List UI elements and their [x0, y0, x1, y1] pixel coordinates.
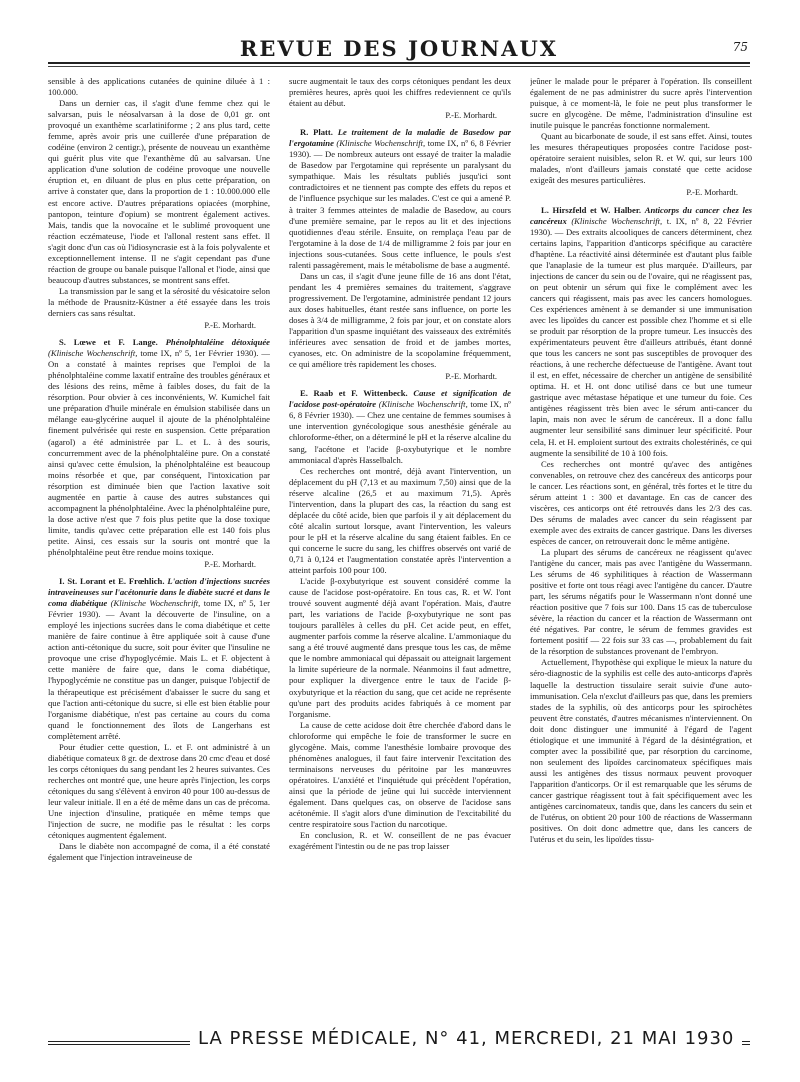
paragraph: jeûner le malade pour le préparer à l'opération. Ils conseillent également de ne pas administrer du sucre après l'intervention puisque, à ce moment-là, le foie ne peut plus transformer le sucre en glycogène. De même, l'administration d'insuline est inutile puisque le pancréas fonctionne normalement.	[530, 76, 752, 131]
article-authors: S. Lœwe et F. Lange.	[59, 337, 158, 348]
article-title: Cause et signification de l'acidose post-opératoire	[289, 388, 511, 410]
paragraph: Ces recherches ont montré, déjà avant l'intervention, un déplacement du pH (7,13 et au maximum 7,50) ainsi que de la réserve alcaline (26,5 et au maximum 71,5). Après l'intervention, dans la plupart des cas, la réaction du sang est déplacée du côté acide, bien que parfois il y ait déplacement du côté alcalin surtout lorsque, avant l'intervention, les valeurs pour le pH et la réserve alcaline du sang étaient faibles. En ce qui concerne le sucre du sang, les chiffres observés ont varié de 0,71 à 0,124 et l'augmentation constatée après l'intervention a atteint parfois 100 pour 100.	[289, 465, 511, 576]
paragraph: Quant au bicarbonate de soude, il est sans effet. Ainsi, toutes les mesures thérapeutiques proposées contre l'acidose post-opératoire seraient nuisibles, selon R. et W. qui, sur leurs 100 malades, n'ont d'ailleurs jamais constaté que cette acidose exigeât des mesures particulières.	[530, 131, 752, 186]
article-lorant-froehlich	[48, 576, 270, 863]
journal-name: (Klinische Wochenschrift,	[336, 138, 426, 149]
paragraph: Pour étudier cette question, L. et F. ont administré à un diabétique comateux 8 gr. de dextrose dans 20 cmc d'eau et dosé les corps cétoniques du sang pendant les 2 heures suivantes. Ces recherches ont montré que, une heure après l'injection, les corps cétoniques du sang s'élèvent à environ 40 pour 100 au-dessus de leur valeur initiale. Il en a été de même dans un cas de précoma. Une injection d'insuline, pratiquée en même temps que l'injection de sucre, ne modifie pas le résultat : les corps cétoniques augmentent également.	[48, 741, 270, 841]
article-hirszfeld-halber	[530, 205, 752, 846]
article-title: L'action d'injections sucrées intraveineuses sur l'acétonurie dans le diabète sucré et dans le coma diabétique	[48, 576, 270, 609]
column-right	[530, 76, 752, 1024]
paragraph: La transmission par le sang et la sérosité du vésicatoire selon la méthode de Prausnitz-Küstner a été essayée dans les trois derniers cas sans résultat.	[48, 285, 270, 318]
journal-name: (Klinische Wochenschrift,	[378, 399, 468, 410]
article-heading	[48, 337, 270, 558]
article-authors: I. St. Lorant et E. Frœhlich.	[59, 576, 165, 587]
page-number: 75	[732, 40, 748, 54]
journal-issue-line: LA PRESSE MÉDICALE, N° 41, MERCREDI, 21 MAI 1930	[190, 1028, 742, 1049]
article-body: t. IX, nº 8, 22 Février 1930). — Des extraits alcooliques de cancers déterminent, chez certains lapins, l'apparition d'anticorps spécifique au caractère d'haptène. La réactivité ainsi déterminée est d'autant plus faible que l'anaplasie de la tumeur est plus marquée. D'ailleurs, par injections de cancer du sein ou de l'ovaire, qui ne réagissent pas, on peut obtenir un sérum qui fixe le complément avec les cancers qui réagissent, mais pas avec les cancers homologues. Ces expériences amènent à se demander si une immunisation avec les lipoïdes du cancer est possible chez l'homme et si elle se produit par résorption de la propre tumeur. Les insuccès des expérimentateurs peuvent être d'ailleurs attribués, étant donné que tous les cancers ne sont pas susceptibles de provoquer des réactions, à une recherche défectueuse de l'antigène. Avant tout il est, en effet, nécessaire de chercher un antigène de sensibilité optima. H. et H. ont donc utilisé dans ce but une tumeur gastrique avec métastase hépatique et une tumeur du foie. Ces antigènes réagissent très bien avec le sérum anti-cancer du lapin, mais non avec le sérum de cancéreux. Il a donc fallu augmenter leur sensibilité sans diminuer leur spécificité. Pour cela, H. et H. emploient surtout des extraits cholestérinés, ce qui augmente la sensibilité de 10 à 100 fois.	[530, 215, 752, 458]
article-body: tome IX, nº 6, 8 Février 1930). — De nombreux auteurs ont essayé de traiter la maladie de Basedow par l'ergotamine qui représente un paralysant du sympathique. Mais les résultats publiés jusqu'ici sont contradictoires et ne tiennent pas compte des effets du repos et de l'influence psychique sur les malades. C'est ce qui a amené P. à traiter 3 femmes atteintes de maladie de Basedow, au cours d'une première semaine, par le repos au lit et des injections quotidiennes d'eau stérile. Ensuite, on remplaça l'eau par de l'ergotamine à la dose de 1/4 de milligramme 2 fois par jour en injections sous-cutanées. Sous cette influence, le pouls s'est ralenti passagèrement, mais le métabolisme de base a augmenté.	[289, 138, 511, 270]
paragraph: Dans le diabète non accompagné de coma, il a été constaté également que l'injection intraveineuse de	[48, 841, 270, 863]
paragraph: sensible à des applications cutanées de quinine diluée à 1 : 100.000.	[48, 76, 270, 98]
page-header	[48, 22, 750, 66]
paragraph: Ces recherches ont montré qu'avec des antigènes convenables, on retrouve chez des cancéreux des anticorps pour le cancer. Les réactions sont, en général, très fortes et le titre du sérum atteint 1 : 300 et davantage. En cas de cancer des viscères, ces anticorps ont été retrouvés dans les 2/3 des cas. Des sérums de malades avec cancer du sein réagissent par exemple avec des extraits de cancer gastrique. Dans les diverses espèces de cancer, on retrouverait donc le même antigène.	[530, 458, 752, 546]
author-signature: P.-E. Morhardt.	[204, 560, 256, 570]
header-rule-thin	[48, 66, 750, 67]
page-footer	[48, 1024, 750, 1060]
journal-name: (Klinische Wochenschrift,	[48, 348, 138, 359]
column-middle	[289, 76, 511, 1024]
author-signature: P.-E. Morhardt.	[686, 188, 738, 198]
article-title: Le traitement de la maladie de Basedow par l'ergotamine	[289, 127, 511, 149]
article-heading	[289, 127, 511, 271]
article-body: tome IX, nº 6, 8 Février 1930). — Chez une centaine de femmes soumises à une intervention gynécologique sous anesthésie générale au chloroforme-éther, on a déterminé le pH et la réserve alcaline du sang, l'acétone et l'acide β-oxybutyrique et le nombre ammoniacal d'après Hasselbalch.	[289, 399, 511, 465]
article-authors: E. Raab et F. Wittenbeck.	[300, 388, 408, 399]
author-signature: P.-E. Morhardt.	[445, 372, 497, 382]
paragraph: Actuellement, l'hypothèse qui explique le mieux la nature du séro-diagnostic de la syphilis est celle des auto-anticorps d'après laquelle la destruction tissulaire serait suivie d'une auto-immunisation. Cela n'exclut d'ailleurs pas que, dans les premiers stades de la syphilis, où des anticorps pour les spirochètes peuvent être constatés, d'autres mécanismes n'interviennent. On doit donc distinguer une immunité à l'égard de l'agent étiologique et une immunité à l'égard de la désintégration, et compter avec la possibilité que, par résorption du carcinome, non seulement des lipoïdes carcinomateux spécifiques mais aussi les antigènes des tissus normaux peuvent provoquer l'apparition d'anticorps. Or il est remarquable que les sérums de cancer gastrique réagissent tout à fait spécifiquement avec les antigènes carcinomateux, tandis que, dans les cancers du sein et de l'utérus, on obtient 20 pour 100 de réactions de Wassermann positives. On doit donc admettre que, dans les cancers de l'utérus et du sein, les lipoïdes tissu-	[530, 657, 752, 845]
header-rule	[48, 62, 750, 64]
paragraph: Dans un dernier cas, il s'agit d'une femme chez qui le salvarsan, puis le néosalvarsan à la dose de 0,01 gr. ont provoqué un exanthème scarlatiniforme ; 2 ans plus tard, cette femme, après avoir pris une cuillerée d'une préparation de codéine (environ 2 centigr.), présente de nouveau un exanthème qui guérit plus vite que l'exanthème dû au salvarsan. Une application d'une solution de codéine provoque une nouvelle éruption et, en diluant de plus en plus cette préparation, on arrive à constater que, dans la proportion de 1 : 10.000.000 elle est encore active. D'autres préparations opiacées (morphine, pantopon, teinture d'opium) se montrent également actives. Mais, tandis que la novocaïne et le sublimé provoquent une réaction eczémateuse, l'iode et l'allonal restent sans effet. Il s'agit donc d'un cas où l'idiosyncrasie est à la fois polyvalente et exceptionnellement intense. Il ne s'agit cependant pas d'une réaction de groupe ou banale puisque l'allonal et l'iode, ainsi que beaucoup d'autres substances, se montrent sans effet.	[48, 98, 270, 285]
article-heading	[530, 205, 752, 459]
text-columns	[48, 76, 752, 1024]
journal-name: (Klinische Wochenschrift,	[110, 598, 201, 609]
author-signature: P.-E. Morhardt.	[204, 321, 256, 331]
article-body: tome IX, nº 5, 1er Février 1930). — On a constaté à maintes reprises que l'emploi de la phénolphtaléine comme laxatif entraîne des troubles généraux et des lésions des reins, même à faibles doses, du fait de la résorption. Pour obvier à ces inconvénients, W. Kumichel fait une préparation d'huile minérale en émulsion stabilisée dans un mélange eau-glycérine auquel il ajoute de la phénolphtaléine finement pulvérisée qui reste en suspension. Cette préparation (agarol) a été administrée par L. et L. à des souris, concurremment avec de la phénolphtaléine pure. On a constaté ainsi qu'avec cette émulsion, la phénolphtaléine est beaucoup moins résorbée et que, par conséquent, l'intoxication par résorption est diminuée bien que l'action laxative soit augmentée en partie à cause des autres substances qui accompagnent la phénolphtaléine. Avec la phénolphtaléine pure, la dose active n'est que 7 fois plus petite que la dose toxique limite, tandis qu'avec cette préparation elle est 140 fois plus petite. Ainsi, ces essais sur la souris ont montré que la phénolphtaléine peut être rendue moins toxique.	[48, 348, 270, 557]
paragraph: L'acide β-oxybutyrique est souvent considéré comme la cause de l'acidose post-opératoire. En tous cas, R. et W. l'ont trouvé souvent augmenté déjà avant l'opération. Mais, d'autre part, les variations de l'acide β-oxybutyrique ne sont pas toujours parallèles à celles du pH. Cet acide peut, en effet, augmenter parfois comme la réserve alcaline. L'ammoniaque du sang a été trouvé augmenté dans presque tous les cas, de même que le nombre ammoniacal qui dépassait ou atteignait largement la limite supérieure de la normale. Néanmoins il faut admettre, pour expliquer la divergence entre le taux de l'acide β-oxybutyrique et la réaction du sang, que cet acide ne représente qu'une part des produits acides fabriqués à ce moment par l'organisme.	[289, 576, 511, 719]
paragraph: La cause de cette acidose doit être cherchée d'abord dans le chloroforme qui empêche le foie de transformer le sucre en glycogène. Mais, comme l'anesthésie lombaire provoque des phénomènes analogues, il faut faire intervenir l'excitation des terminaisons nerveuses du péritoine par les manœuvres opératoires. L'anxiété et l'inquiétude qui précèdent l'opération, ainsi que la période de jeûne qui lui succède interviennent également. Dans quelques cas, on observe de l'acidose sans acétonémie. Il s'agit alors d'une diminution de l'excitabilité du centre respiratoire sous l'action du narcotique.	[289, 719, 511, 830]
article-lowe-lange	[48, 337, 270, 570]
paragraph: Dans un cas, il s'agit d'une jeune fille de 16 ans dont l'état, pendant les 4 premières semaines du traitement, s'aggrave progressivement. De l'ergotamine, administrée pendant 12 jours aux doses habituelles, étant restée sans influence, on porte les doses à 3/4 de milligramme, 2 fois par jour, et on constate alors l'apparition d'un spasme inquiétant des vaisseaux des extrémités inférieures avec sensation de froid et de jambes mortes, cyanoses, etc. On administre de la scopolamine fréquemment, ce qui améliore très rapidement les choses.	[289, 270, 511, 370]
running-title: REVUE DES JOURNAUX	[239, 36, 559, 61]
article-authors: L. Hirszfeld et W. Halber.	[541, 204, 642, 215]
column-left	[48, 76, 270, 1024]
article-heading	[48, 576, 270, 742]
article-title: Anticorps du cancer chez les cancéreux	[530, 204, 752, 226]
article-raab-wittenbeck	[289, 388, 511, 852]
article-authors: R. Platt.	[300, 127, 333, 138]
journal-name: (Klinische Wochenschrift,	[571, 215, 663, 226]
paragraph: sucre augmentait le taux des corps cétoniques pendant les deux premières heures, après quoi les chiffres redeviennent ce qu'ils étaient au début.	[289, 76, 511, 109]
article-heading	[289, 388, 511, 465]
article-platt	[289, 127, 511, 382]
paragraph: En conclusion, R. et W. conseillent de ne pas évacuer exagérément l'intestin ou de ne pas trop laisser	[289, 830, 511, 852]
article-body: tome IX, nº 5, 1er Février 1930). — Avant la découverte de l'insuline, on a employé les injections sucrées dans le coma diabétique et cette manière de faire continue à être appliquée soit à cause d'une action anti-cétonique du sucre, soit pour éviter que l'insuline ne provoque une crise d'hypoglycémie. Mais L. et F. objectent à cette manière de faire que, dans le coma diabétique, l'hypoglycémie ne constitue pas un danger, puisque l'objectif de la thérapeutique est précisément d'abaisser le sucre du sang et que l'action anti-cétonique du sucre, si elle est bien établie pour l'organisme diabétique, n'est pas certaine au cours du coma quand le fonctionnement des îlots de Langerhans est complètement arrêté.	[48, 598, 270, 741]
author-signature: P.-E. Morhardt.	[445, 111, 497, 121]
paragraph: La plupart des sérums de cancéreux ne réagissent qu'avec l'antigène du cancer, mais pas avec l'antigène du Wassermann. Les sérums de 46 syphilitiques à réaction de Wassermann positive et forte ont tous réagi avec l'antigène du cancer. D'autre part, les sérums négatifs pour le Wassermann n'ont donné une réaction positive que 7 fois sur 100. Dans 15 cas de tuberculose sévère, la réaction du cancer et la réaction de Wassermann ont été négatives. Par contre, le sérum de femmes gravides est fortement positif — 22 fois sur 33 cas —, probablement du fait de la résorption de substances provenant de l'embryon.	[530, 546, 752, 657]
article-title: Phénolphtaléine détoxiquée	[165, 337, 270, 348]
